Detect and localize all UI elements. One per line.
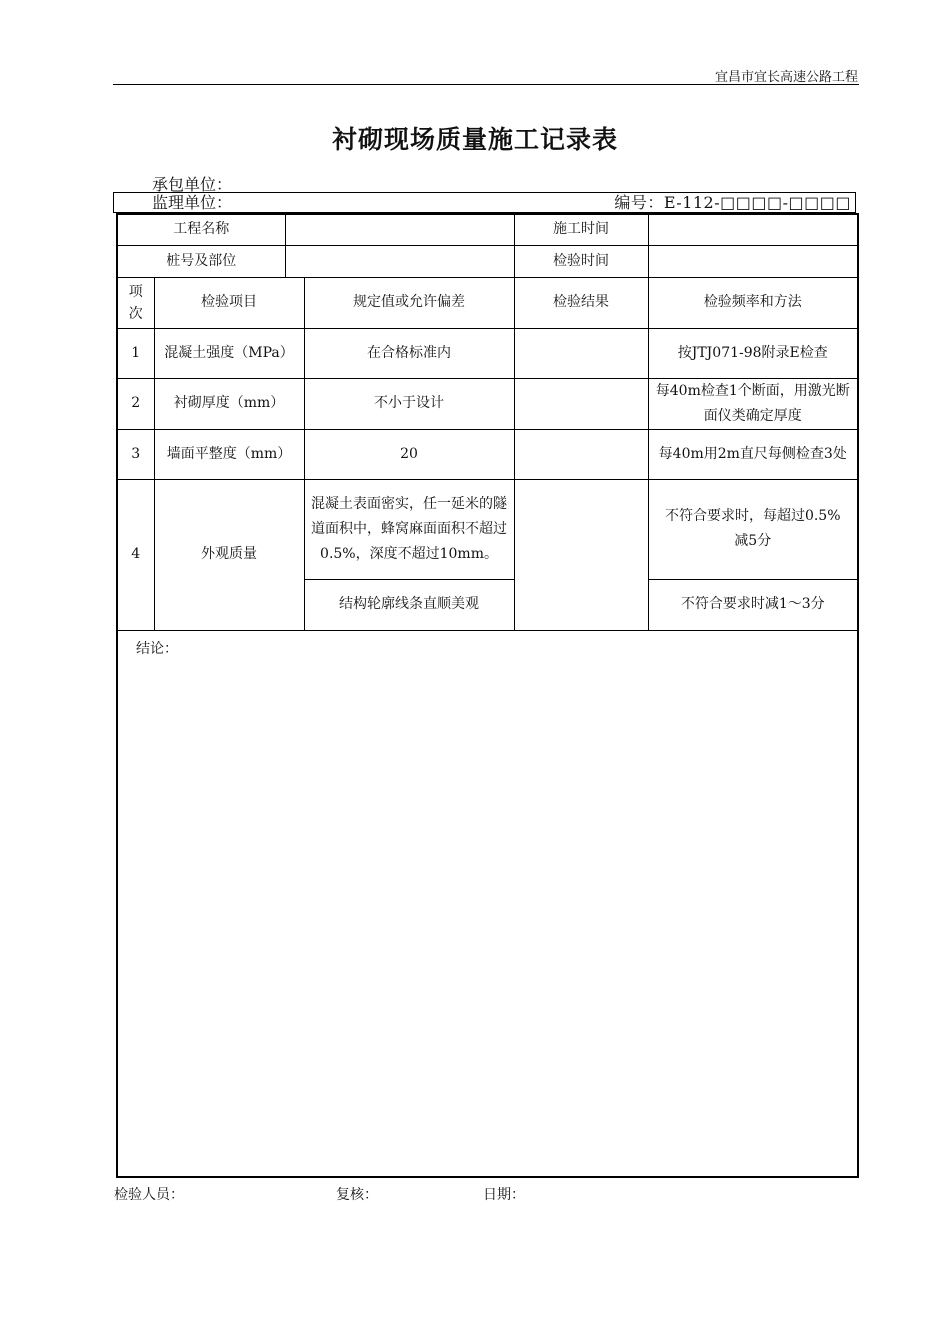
info-row-1 [117,214,858,245]
row-spec-b: 结构轮廓线条直顺美观 [304,579,514,630]
row-result[interactable] [514,328,648,378]
row-result[interactable] [514,429,648,479]
inspector-label: 检验人员： [114,1187,184,1203]
project-name-value[interactable] [285,214,514,245]
serial-number: 编号：E-112-□□□□-□□□□ [614,193,851,212]
row-method-b: 不符合要求时减1～3分 [648,579,858,630]
column-header-row [117,277,858,328]
inspection-time-label: 检验时间 [514,245,648,277]
supervisor-label: 监理单位： [152,193,233,212]
header-rule [113,84,859,85]
col-header-item: 检验项目 [154,277,304,328]
table-row [117,479,858,579]
row-no: 2 [117,378,154,429]
station-location-value[interactable] [285,245,514,277]
row-spec: 在合格标准内 [304,328,514,378]
row-item: 外观质量 [154,479,304,630]
row-spec-a: 混凝土表面密实，任一延米的隧道面积中，蜂窝麻面面积不超过0.5%，深度不超过10mm。 [304,479,514,579]
document-title: 衬砌现场质量施工记录表 [331,125,618,154]
conclusion-label: 结论： [136,640,178,657]
station-location-label: 桩号及部位 [117,245,285,277]
row-method: 每40m用2m直尺每侧检查3处 [648,429,858,479]
construction-time-value[interactable] [648,214,858,245]
row-spec: 不小于设计 [304,378,514,429]
info-row-2 [117,245,858,277]
table-row [117,429,858,479]
col-header-method: 检验频率和方法 [648,277,858,328]
conclusion-row [117,630,858,1177]
reviewer-label: 复核： [336,1187,378,1203]
construction-time-label: 施工时间 [514,214,648,245]
row-result[interactable] [514,479,648,630]
contractor-label: 承包单位： [152,175,233,194]
row-method: 每40m检查1个断面，用激光断面仪类确定厚度 [648,378,858,429]
table-row [117,378,858,429]
table-row [117,328,858,378]
col-header-spec: 规定值或允许偏差 [304,277,514,328]
inspection-time-value[interactable] [648,245,858,277]
col-header-no: 项次 [117,277,154,328]
row-result[interactable] [514,378,648,429]
project-name-label: 工程名称 [117,214,285,245]
date-label: 日期： [483,1187,525,1203]
row-no: 4 [117,479,154,630]
row-no: 3 [117,429,154,479]
row-method: 按JTJ071-98附录E检查 [648,328,858,378]
row-item: 混凝土强度（MPa） [154,328,304,378]
record-table [116,213,859,1178]
supervisor-bar [113,192,856,213]
header-org: 宜昌市宜长高速公路工程 [714,70,858,85]
row-method-a: 不符合要求时，每超过0.5%减5分 [648,479,858,579]
conclusion-field[interactable] [117,630,858,1177]
row-no: 1 [117,328,154,378]
row-item: 衬砌厚度（mm） [154,378,304,429]
row-item: 墙面平整度（mm） [154,429,304,479]
row-spec: 20 [304,429,514,479]
col-header-result: 检验结果 [514,277,648,328]
